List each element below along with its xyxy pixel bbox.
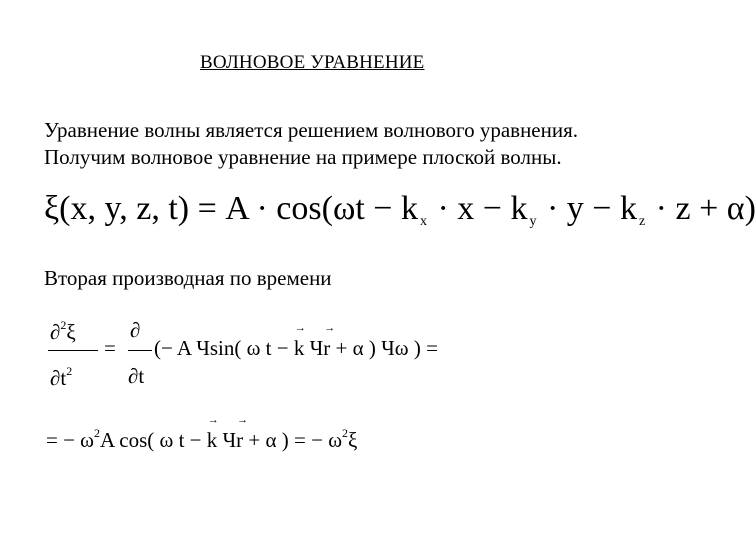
square-exponent: 2 xyxy=(66,364,73,378)
r-vector: → r xyxy=(236,428,243,453)
kx-subscript: x xyxy=(419,214,427,229)
square-exponent: 2 xyxy=(94,426,101,440)
expr-b: sin( ω t − xyxy=(209,336,294,360)
partial-symbol: ∂ xyxy=(50,320,61,344)
line2-start: = − ω xyxy=(46,428,95,452)
fraction1-numerator xyxy=(50,318,76,345)
intro-line-1: Уравнение волны является решением волнового уравнения. xyxy=(44,118,579,142)
second-derivative-label: Вторая производная по времени xyxy=(44,266,332,290)
square-exponent: 2 xyxy=(342,426,349,440)
fraction2-line xyxy=(128,350,152,351)
derivation-line1-expression xyxy=(154,336,438,361)
wave-equation-end: · z + α) xyxy=(647,190,756,227)
line2-a: A cos( ω t − xyxy=(100,428,207,452)
expr-d: ω ) = xyxy=(394,336,438,360)
fraction2-denominator xyxy=(128,364,144,389)
xi-symbol: ξ xyxy=(66,320,76,344)
garbled-dot-1: Ч xyxy=(196,336,210,360)
partial-symbol: ∂ xyxy=(50,366,61,390)
fraction1-denominator xyxy=(50,364,72,391)
line2-b: + α ) = − ω xyxy=(243,428,343,452)
k-vector: → k xyxy=(294,336,305,361)
intro-line-2: Получим волновое уравнение на примере плоской волны. xyxy=(44,145,562,169)
t-symbol: t xyxy=(60,366,67,390)
equals-sign: = xyxy=(104,336,116,360)
r-vector: → r xyxy=(323,336,330,361)
wave-equation-mid1: · x − k xyxy=(428,190,528,227)
garbled-dot-2: Ч xyxy=(309,336,324,360)
garbled-dot-4: Ч xyxy=(222,428,237,452)
fraction2-numerator: ∂ xyxy=(130,318,141,342)
wave-equation-mid2: · y − k xyxy=(538,190,637,227)
wave-equation xyxy=(44,190,756,230)
expr-c: + α ) xyxy=(330,336,382,360)
partial-symbol: ∂ xyxy=(128,364,139,388)
derivation-line2 xyxy=(46,426,357,453)
wave-equation-lhs: ξ(x, y, z, t) = A · cos(ωt − k xyxy=(44,190,418,227)
kz-subscript: z xyxy=(638,214,646,229)
t-symbol: t xyxy=(138,364,145,388)
line2-end: ξ xyxy=(348,428,358,452)
page-title: ВОЛНОВОЕ УРАВНЕНИЕ xyxy=(200,52,425,73)
garbled-dot-3: Ч xyxy=(381,336,395,360)
fraction1-line xyxy=(48,350,98,351)
ky-subscript: y xyxy=(529,214,537,229)
k-vector: → k xyxy=(207,428,218,453)
expr-a: (− A xyxy=(154,336,197,360)
square-exponent: 2 xyxy=(60,318,67,332)
